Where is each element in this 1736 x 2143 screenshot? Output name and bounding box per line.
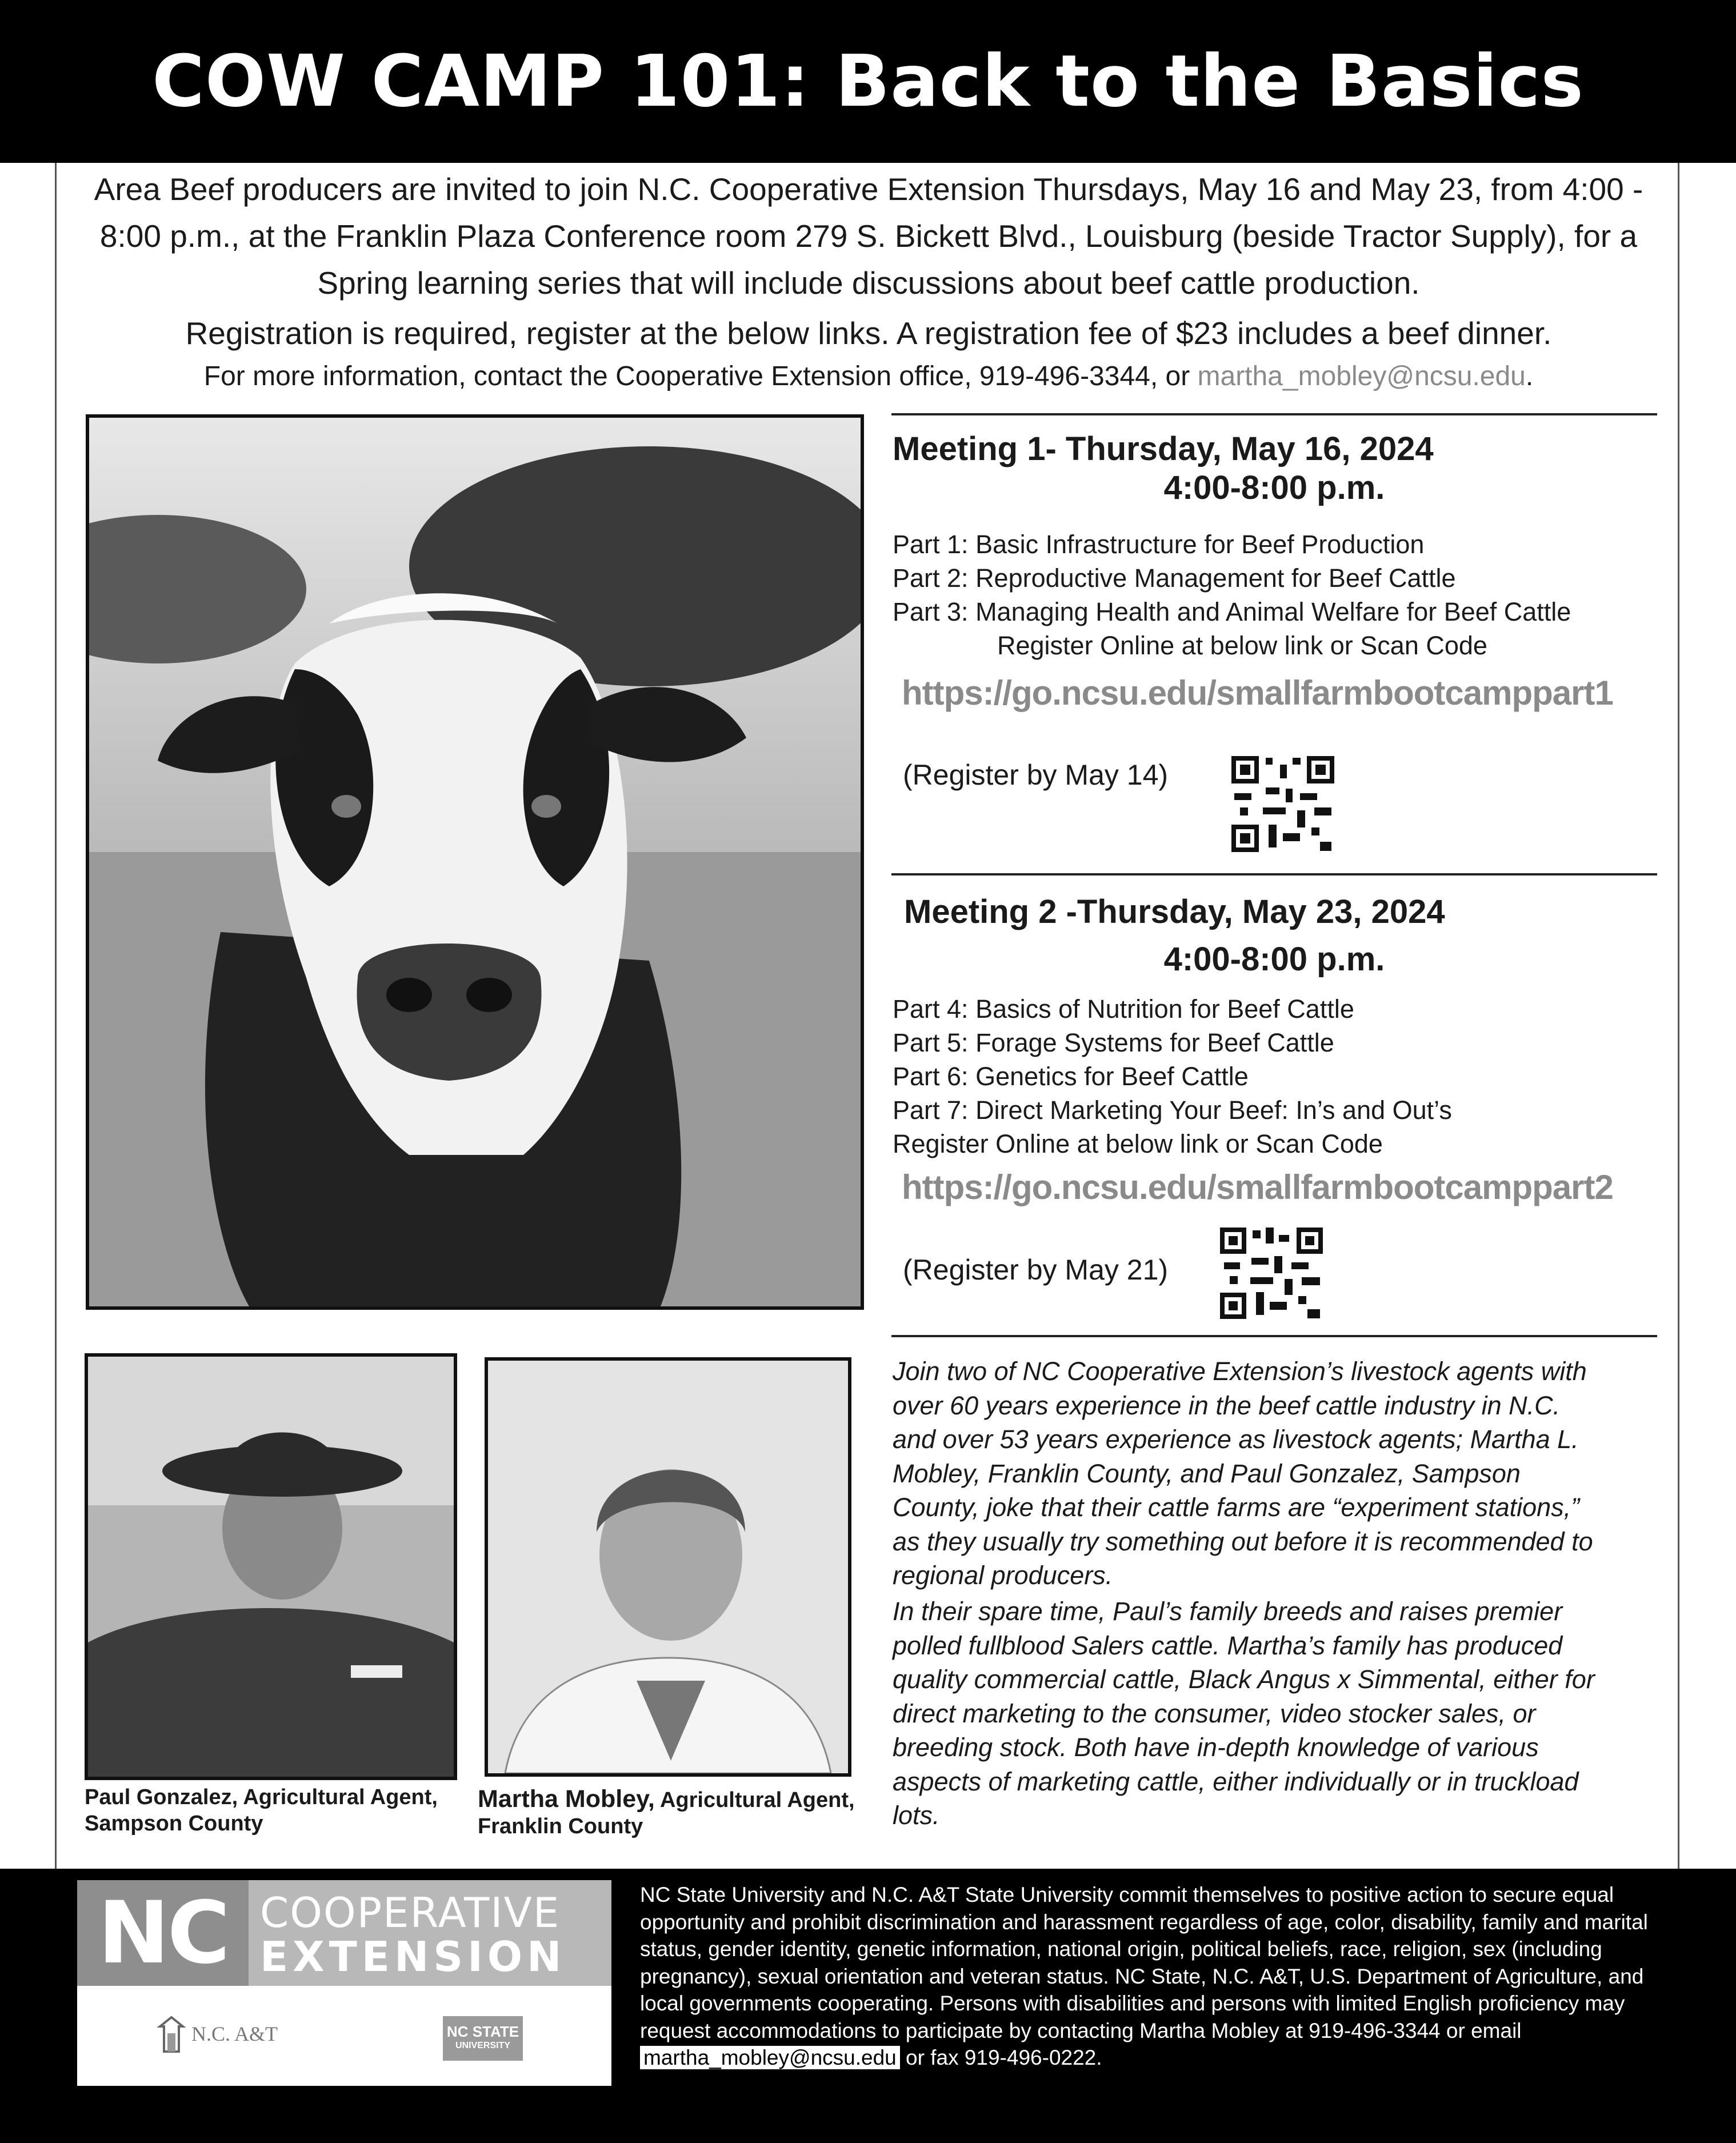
- contact-suffix: .: [1525, 361, 1534, 391]
- contact-line: [74, 353, 1663, 400]
- frame-border-right: [1678, 163, 1679, 1869]
- martha-caption-title: Agricultural Agent,: [654, 1788, 855, 1812]
- meeting1-qr-code[interactable]: [1229, 753, 1337, 855]
- registration-note: Registration is required, register at the below links. A registration fee of $23 includes a beef dinner.: [185, 315, 1552, 351]
- meeting1-part-1: Part 1: Basic Infrastructure for Beef Production: [893, 530, 1425, 559]
- logo-cooperative: COOPERATIVE: [260, 1889, 561, 1937]
- meeting1-register-note: Register Online at below link or Scan Code: [997, 631, 1487, 660]
- meeting2-part-6: Part 6: Genetics for Beef Cattle: [893, 1062, 1249, 1091]
- intro-paragraph: Area Beef producers are invited to join N.C. Cooperative Extension Thursdays, May 16 and May 23, from 4:00 - 8:00 p.m., at the Franklin Plaza Conference room 279 S. Bickett Blvd., Louisburg (beside Tractor Supply), for a Spring learning series that will include discussions about beef cattle production.: [94, 171, 1643, 301]
- paul-caption-name: Paul Gonzalez, Agricultural Agent,: [85, 1785, 438, 1809]
- meeting1-parts: [893, 527, 1571, 629]
- meeting1-register-link[interactable]: https://go.ncsu.edu/smallfarmbootcamppart1: [902, 674, 1613, 712]
- meeting1-title: Meeting 1- Thursday, May 16, 2024: [893, 430, 1434, 467]
- ncat-logo-text: N.C. A&T: [191, 2022, 278, 2045]
- martha-mobley-photo: [485, 1357, 851, 1777]
- meeting1-part-3: Part 3: Managing Health and Animal Welfare for Beef Cattle: [893, 597, 1571, 626]
- contact-email-link[interactable]: martha_mobley@ncsu.edu: [1197, 361, 1526, 391]
- meeting2-part-4: Part 4: Basics of Nutrition for Beef Cattle: [893, 994, 1354, 1023]
- ncstate-logo-line2: UNIVERSITY: [455, 2041, 510, 2050]
- meeting2-register-note: Register Online at below link or Scan Code: [893, 1129, 1383, 1158]
- meeting2-part-7: Part 7: Direct Marketing Your Beef: In’s and Out’s: [893, 1096, 1452, 1125]
- martha-caption: [478, 1786, 878, 1840]
- divider-meeting2: [891, 873, 1657, 875]
- qr-code-icon: [1217, 1225, 1326, 1322]
- meeting2-deadline: (Register by May 21): [903, 1254, 1169, 1286]
- meeting2-parts: [893, 992, 1452, 1161]
- contact-text: For more information, contact the Cooperative Extension office, 919-496-3344, or: [203, 361, 1198, 391]
- disclaimer-fax: or fax 919-496-0222.: [899, 2046, 1102, 2069]
- meeting1-part-2: Part 2: Reproductive Management for Beef Cattle: [893, 563, 1456, 593]
- meeting2-part-5: Part 5: Forage Systems for Beef Cattle: [893, 1028, 1334, 1057]
- meeting1-deadline: (Register by May 14): [903, 759, 1169, 791]
- divider-meeting1: [891, 413, 1657, 415]
- frame-border-left: [55, 163, 57, 1869]
- meeting2-time: 4:00-8:00 p.m.: [1163, 941, 1385, 978]
- ncstate-logo-line1: NC STATE: [446, 2023, 519, 2040]
- cow-photo: [86, 414, 864, 1310]
- nc-cooperative-extension-logo: [77, 1880, 611, 2086]
- agent-portrait-martha: [488, 1361, 848, 1773]
- page-title: COW CAMP 101: Back to the Basics: [152, 40, 1584, 123]
- divider-bio: [891, 1335, 1657, 1337]
- nondiscrimination-statement: [640, 1881, 1663, 2072]
- cow-illustration: [89, 418, 861, 1306]
- paul-caption-county: Sampson County: [85, 1812, 263, 1836]
- disclaimer-email-link[interactable]: martha_mobley@ncsu.edu: [640, 2046, 900, 2069]
- martha-caption-county: Franklin County: [478, 1814, 643, 1838]
- paul-gonzalez-photo: [85, 1353, 457, 1780]
- martha-caption-name: Martha Mobley,: [478, 1785, 655, 1813]
- meeting2-register-link[interactable]: https://go.ncsu.edu/smallfarmbootcamppart2: [902, 1168, 1613, 1206]
- meeting2-qr-code[interactable]: [1217, 1225, 1326, 1322]
- disclaimer-text: NC State University and N.C. A&T State University commit themselves to positive action to secure equal opportunity and prohibit discrimination and harassment regardless of age, color, disability, family and marital status, gender identity, genetic information, national origin, political beliefs, race, religion, sex (including pregnancy), sexual orientation and veteran status. NC State, N.C. A&T, U.S. Department of Agriculture, and local governments cooperating. Persons with disabilities and persons with limited English proficiency may request accommodations to participate by contacting Martha Mobley at 919-496-3344 or email: [640, 1883, 1648, 2042]
- agent-portrait-paul: [88, 1357, 454, 1777]
- meeting1-time: 4:00-8:00 p.m.: [1163, 469, 1385, 506]
- meeting2-title: Meeting 2 -Thursday, May 23, 2024: [904, 893, 1445, 930]
- ncat-logo-icon: [157, 2016, 186, 2056]
- logo-extension: EXTENSION: [260, 1933, 566, 1981]
- logo-nc-text: NC: [98, 1883, 228, 1983]
- qr-code-icon: [1229, 753, 1337, 855]
- bio-paragraph-1: Join two of NC Cooperative Extension’s livestock agents with over 60 years experience in the beef cattle industry in N.C. and over 53 years experience as livestock agents; Martha L. Mobley, Franklin County, and Paul Gonzalez, Sampson County, joke that their cattle farms are “experiment stations,” as they usually try something out before it is recommended to regional producers.: [893, 1357, 1593, 1590]
- paul-caption: [85, 1784, 485, 1837]
- bio-paragraph-2: In their spare time, Paul’s family breeds and raises premier polled fullblood Salers cattle. Martha’s family has produced quality commercial cattle, Black Angus x Simmental, either for direct marketing to the consumer, video stocker sales, or breeding stock. Both have in-depth knowledge of various aspects of marketing cattle, either individually or in truckload lots.: [893, 1597, 1595, 1830]
- ncstate-logo: [443, 2016, 523, 2061]
